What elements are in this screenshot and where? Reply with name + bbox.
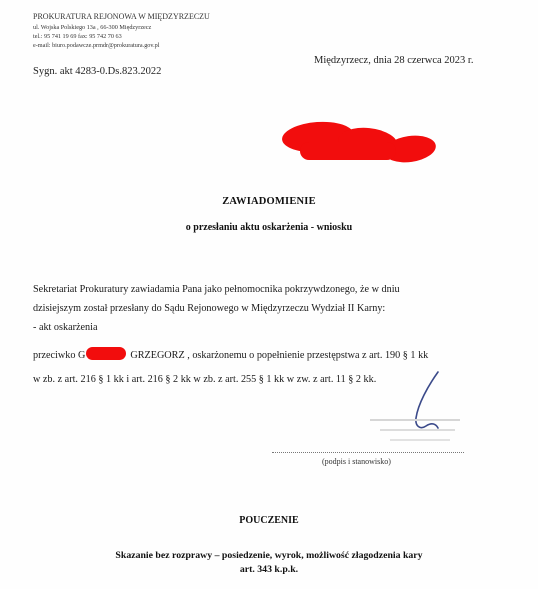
defendant-prefix: przeciwko G — [33, 350, 86, 361]
body-line-1: Sekretariat Prokuratury zawiadamia Pana jako pełnomocnika pokrzywdzonego, że w dniu — [33, 284, 400, 295]
signature-caption: (podpis i stanowisko) — [322, 457, 391, 466]
document-subtitle: o przesłaniu aktu oskarżenia - wniosku — [185, 222, 353, 233]
faded-stamp — [360, 398, 470, 448]
office-address: ul. Wojska Polskiego 13a , 66-300 Międzyrzecz — [33, 24, 152, 31]
defendant-charges: GRZEGORZ , oskarżonemu o popełnienie przestępstwa z art. 190 § 1 kk — [130, 350, 429, 361]
office-email: e-mail: biuro.podawcze.prmdr@prokuratura.gov.pl — [33, 42, 160, 49]
instruction-text — [0, 549, 538, 577]
defendant-redaction — [86, 347, 126, 360]
signature-line — [272, 452, 464, 453]
instruction-line-1: Skazanie bez rozprawy – posiedzenie, wyrok, możliwość złagodzenia kary — [115, 550, 423, 561]
instruction-line-2: art. 343 k.p.k. — [239, 564, 299, 575]
body-line-5: w zb. z art. 216 § 1 kk i art. 216 § 2 kk w zb. z art. 255 § 1 kk w zw. z art. 11 § 2 kk. — [33, 374, 377, 385]
case-number: Sygn. akt 4283-0.Ds.823.2022 — [33, 66, 162, 77]
instruction-title: POUCZENIE — [239, 515, 299, 526]
office-phone: tel.: 95 741 19 69 fax: 95 742 70 63 — [33, 33, 122, 40]
office-name: PROKURATURA REJONOWA W MIĘDZYRZECZU — [33, 12, 210, 21]
place-date: Międzyrzecz, dnia 28 czerwca 2023 r. — [314, 55, 474, 66]
body-line-2: dzisiejszym został przesłany do Sądu Rejonowego w Międzyrzeczu Wydział II Karny: — [33, 303, 386, 314]
body-line-3: - akt oskarżenia — [33, 322, 98, 333]
body-line-4 — [33, 347, 428, 361]
document-title: ZAWIADOMIENIE — [222, 196, 316, 207]
